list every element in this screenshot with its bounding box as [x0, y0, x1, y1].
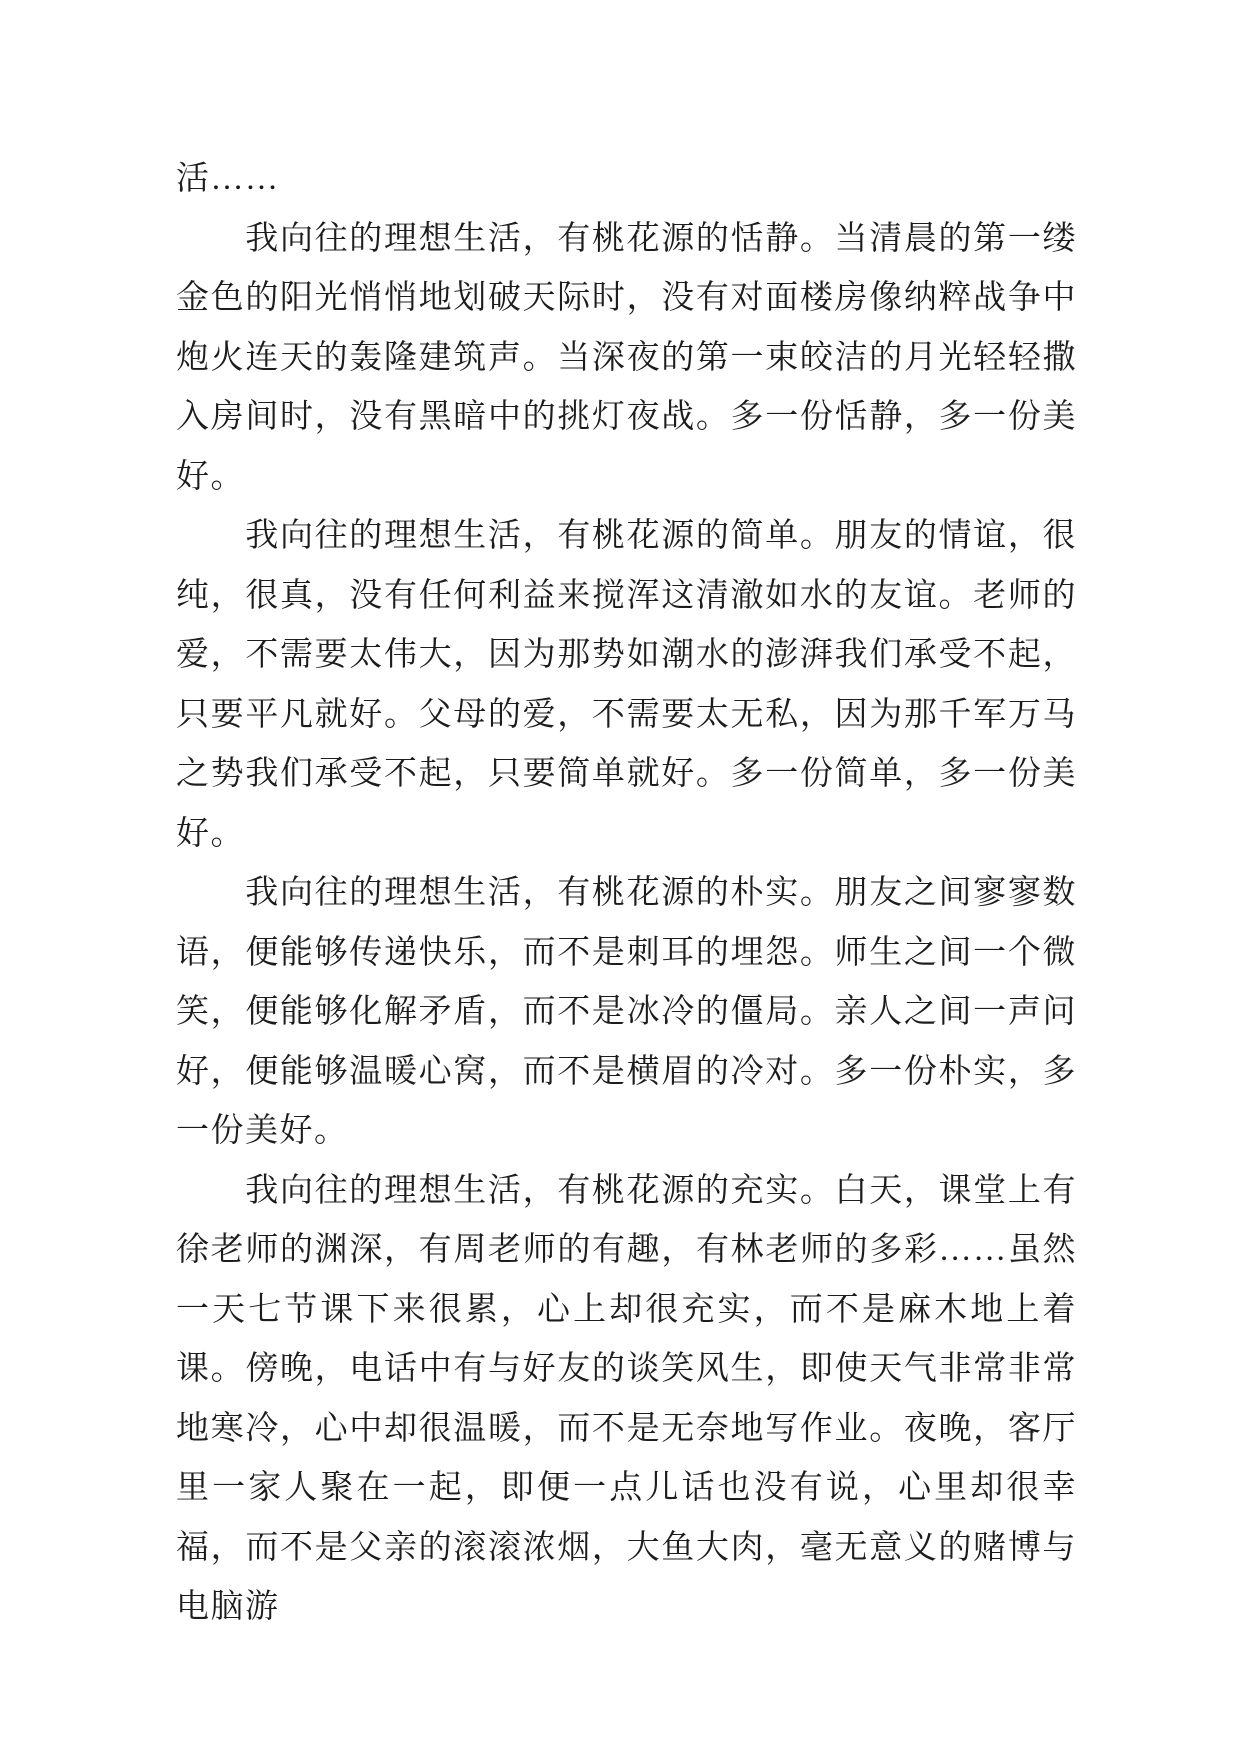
paragraph-ideal-life-simplicity: 我向往的理想生活，有桃花源的简单。朋友的情谊，很纯，很真，没有任何利益来搅浑这清澈如水的友谊。老师的爱，不需要太伟大，因为那势如潮水的澎湃我们承受不起，只要平凡就好。父母的爱，不需要太无私，因为那千军万马之势我们承受不起，只要简单就好。多一份简单，多一份美好。 — [176, 518, 1077, 852]
paragraph-ideal-life-tranquility: 我向往的理想生活，有桃花源的恬静。当清晨的第一缕金色的阳光悄悄地划破天际时，没有对面楼房像纳粹战争中炮火连天的轰隆建筑声。当深夜的第一束皎洁的月光轻轻撒入房间时，没有黑暗中的挑灯夜战。多一份恬静，多一份美好。 — [176, 220, 1077, 495]
paragraph-continuation: 活…… — [176, 161, 280, 197]
paragraph-ideal-life-fulfillment: 我向往的理想生活，有桃花源的充实。白天，课堂上有徐老师的渊深，有周老师的有趣，有林老师的多彩……虽然一天七节课下来很累，心上却很充实，而不是麻木地上着课。傍晚，电话中有与好友的谈笑风生，即使天气非常非常地寒冷，心中却很温暖，而不是无奈地写作业。夜晚，客厅里一家人聚在一起，即便一点儿话也没有说，心里却很幸福，而不是父亲的滚滚浓烟，大鱼大肉，毫无意义的赌博与电脑游 — [176, 1172, 1077, 1625]
paragraph-ideal-life-plainness: 我向往的理想生活，有桃花源的朴实。朋友之间寥寥数语，便能够传递快乐，而不是刺耳的埋怨。师生之间一个微笑，便能够化解矛盾，而不是冰冷的僵局。亲人之间一声问好，便能够温暖心窝，而不是横眉的冷对。多一份朴实，多一份美好。 — [176, 875, 1077, 1149]
document-text-block — [176, 150, 1077, 1638]
